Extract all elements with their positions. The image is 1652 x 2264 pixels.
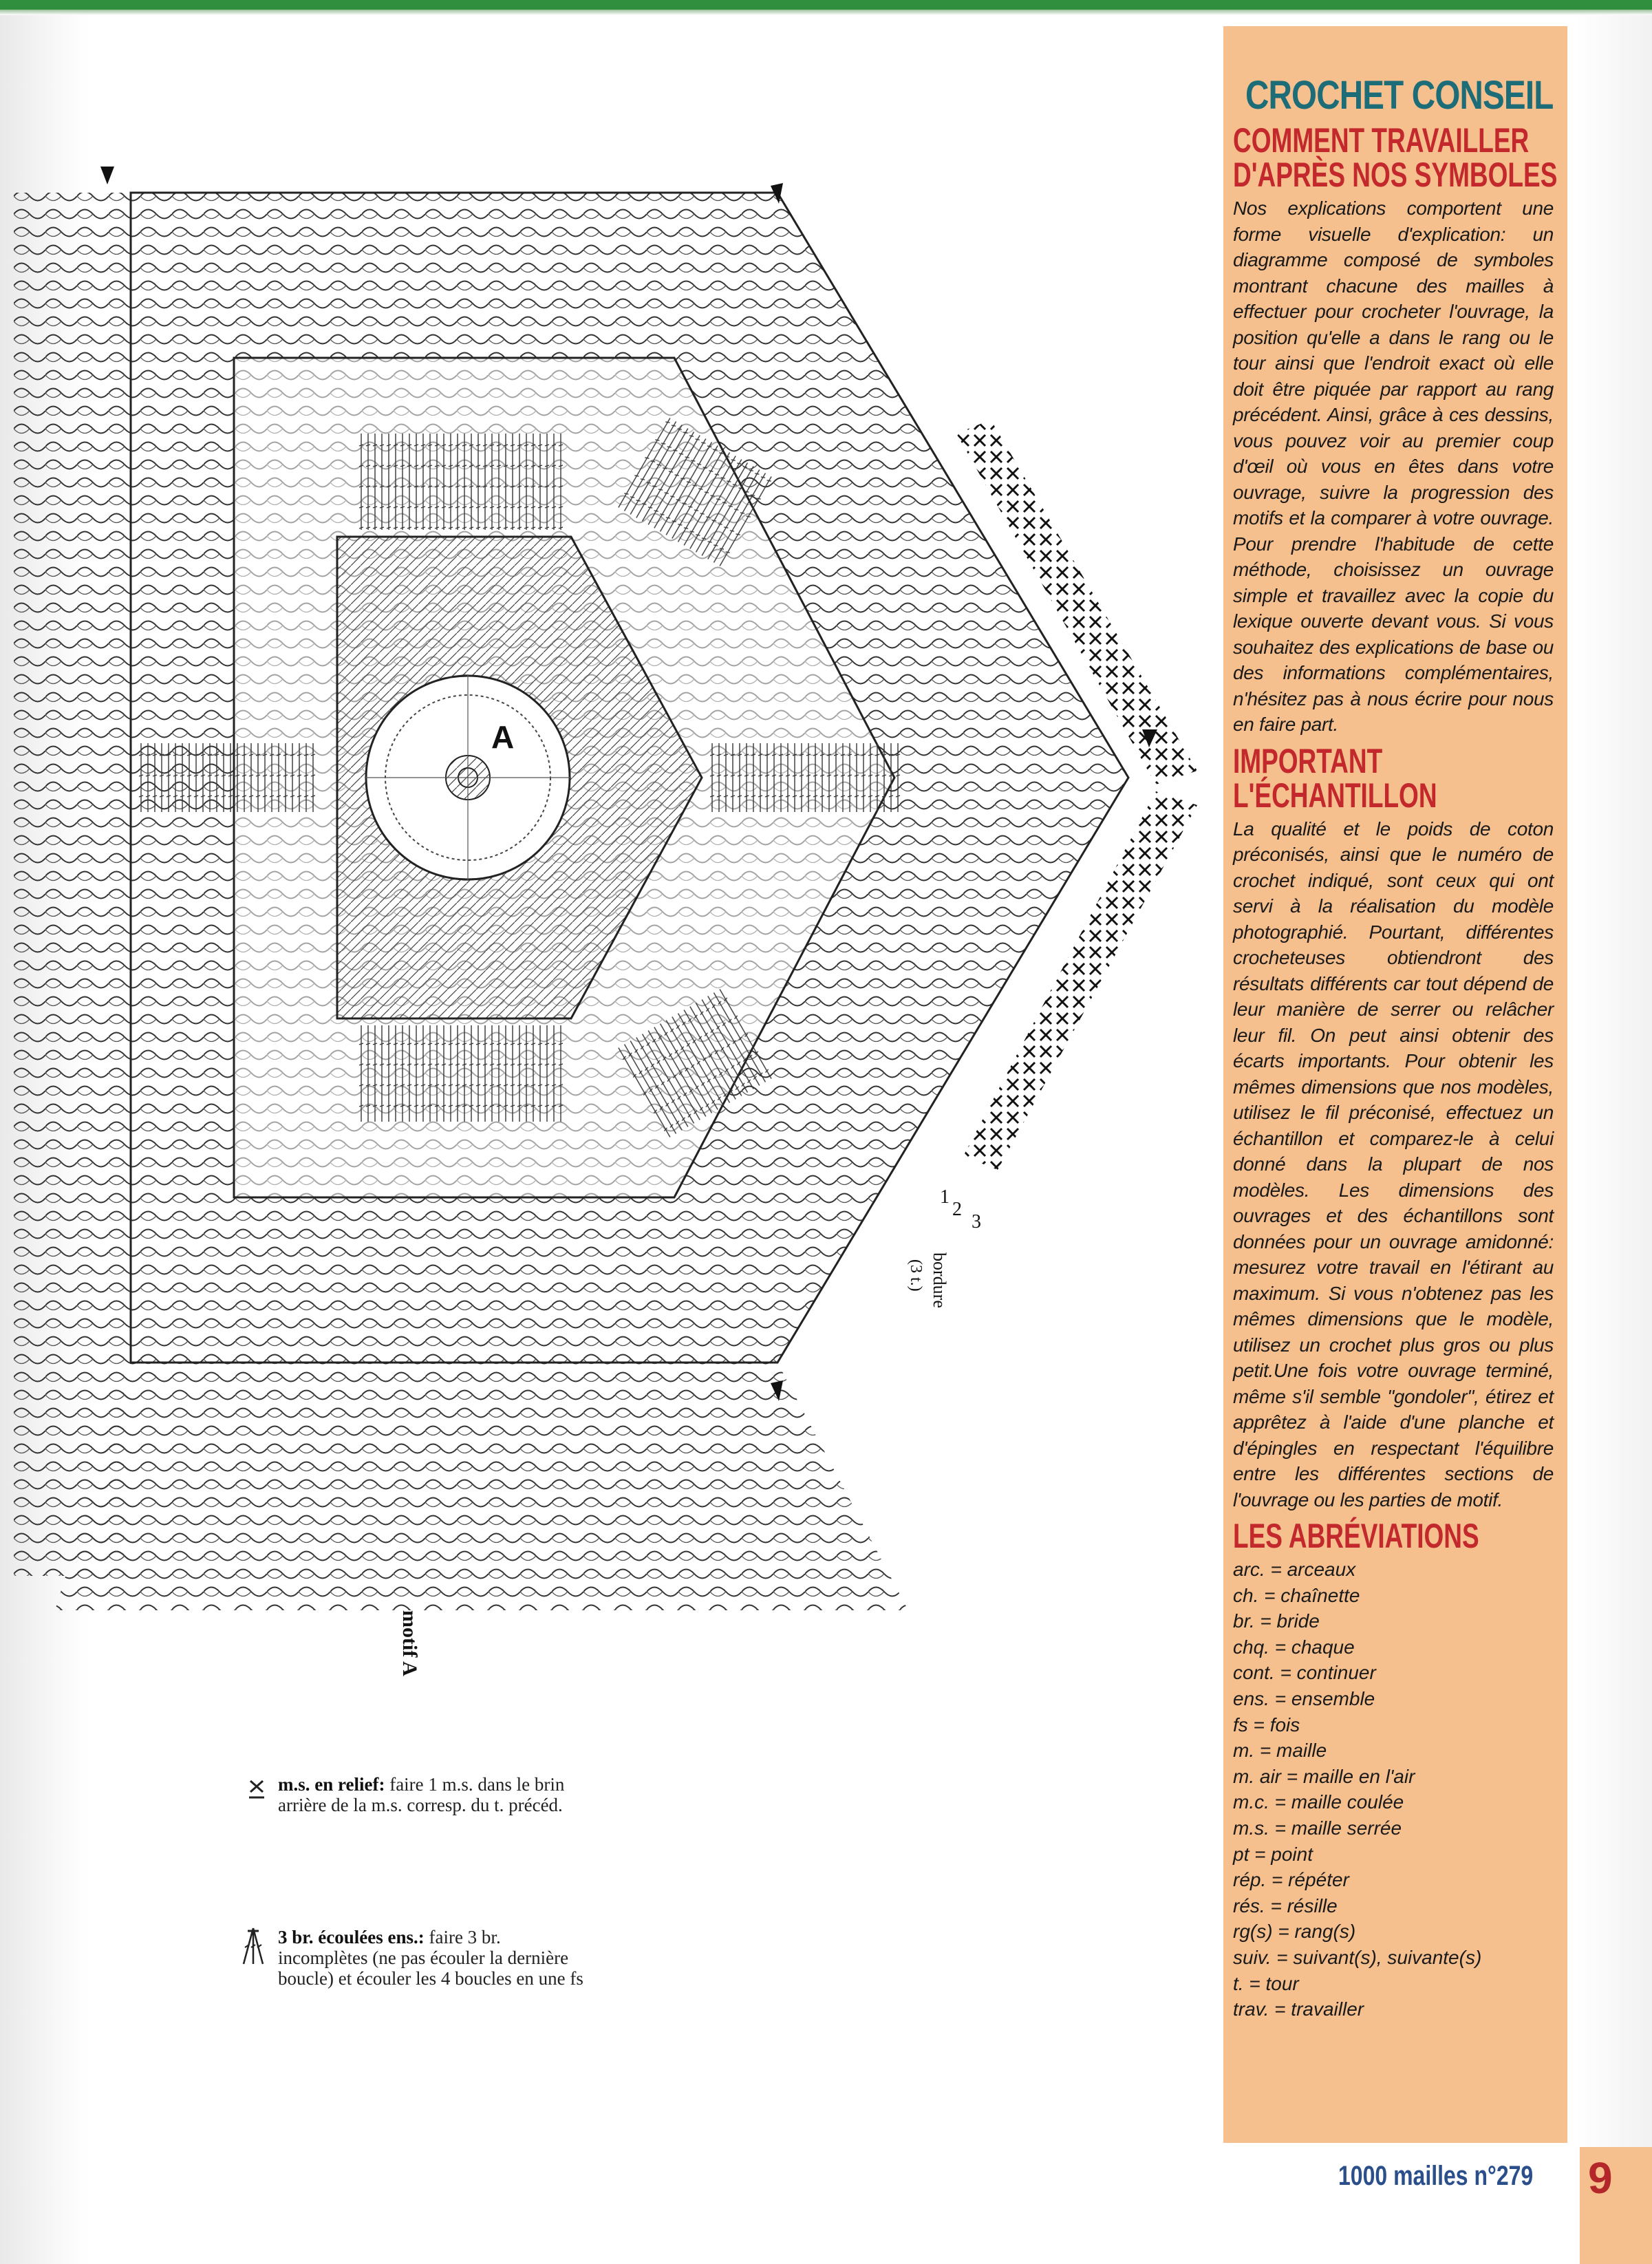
abbreviation-item: pt = point <box>1233 1843 1313 1865</box>
row-number-1: 1 <box>940 1186 950 1208</box>
abbreviation-item: rés. = résille <box>1233 1894 1338 1916</box>
abbreviation-item: trav. = travailler <box>1233 1998 1364 2020</box>
abbreviation-item: suiv. = suivant(s), suivante(s) <box>1233 1946 1482 1968</box>
section2-title-line1: IMPORTANT <box>1233 741 1383 780</box>
three-br-ecoulees-symbol <box>239 1925 267 1967</box>
section1-title-line1: COMMENT TRAVAILLER <box>1233 121 1530 160</box>
abbreviation-item: ens. = ensemble <box>1233 1687 1375 1709</box>
page-right-edge <box>1576 15 1652 2147</box>
abbreviation-item: m. = maille <box>1233 1740 1327 1762</box>
row-number-2: 2 <box>952 1199 962 1220</box>
abbreviation-item: fs = fois <box>1233 1713 1300 1736</box>
sidebar-title: CROCHET CONSEIL <box>1245 73 1554 118</box>
legend-1-text: faire 1 m.s. dans le brin arrière de la m.s. corresp. du t. précéd. <box>278 1774 565 1815</box>
abbreviation-item: br. = bride <box>1233 1610 1320 1632</box>
motif-center <box>365 674 571 881</box>
abbreviation-item: ch. = chaînette <box>1233 1584 1360 1606</box>
abbreviation-item: t. = tour <box>1233 1972 1299 1994</box>
section1-body: Nos explications comportent une forme visuelle d'explication: un diagramme composé de symboles montrant chacune des mailles à effectuer pour crocheter l'ouvrage, la position qu'elle a dans le rang ou le tour ainsi que l'endroit exact où elle doit être piquée par rapport au rang précédent. Ainsi, grâce à ces dessins, vous pouvez voir au premier coup d'œil où vous en êtes dans votre ouvrage, suivre la progression des motifs et la comparer à votre ouvrage. Pour prendre l'habitude de cette méthode, choisissez un ouvrage simple et travaillez avec la copie du lexique ouverte devant vous. Si vous souhaitez des explications de base ou des informations complémentaires, n'hésitez pas à nous écrire pour nous en faire part. <box>1233 197 1554 735</box>
abbreviation-item: m.c. = maille coulée <box>1233 1791 1404 1813</box>
motif-label: motif A <box>398 1610 421 1676</box>
bordure-rounds-label: (3 t.) <box>907 1259 925 1292</box>
section3-title: LES ABRÉVIATIONS <box>1233 1517 1479 1555</box>
page-number: 9 <box>1588 2153 1613 2203</box>
legend-3-br-ecoulees <box>278 1927 594 1989</box>
legend-1-term: m.s. en relief: <box>278 1774 385 1795</box>
abbreviation-item: chq. = chaque <box>1233 1636 1355 1658</box>
abbreviation-item: m.s. = maille serrée <box>1233 1817 1402 1839</box>
bordure-label: bordure <box>930 1252 950 1308</box>
abbreviation-item: arc. = arceaux <box>1233 1559 1356 1580</box>
top-green-band <box>0 0 1652 10</box>
abbreviation-item: rép. = répéter <box>1233 1869 1349 1891</box>
section2-title-line2: L'ÉCHANTILLON <box>1233 776 1437 815</box>
abbreviation-item: rg(s) = rang(s) <box>1233 1921 1356 1943</box>
crochet-conseil-sidebar <box>1223 26 1567 2143</box>
row-number-3: 3 <box>972 1211 981 1232</box>
legend-ms-en-relief <box>278 1774 594 1815</box>
crochet-diagram <box>14 151 1211 1748</box>
top-band-shadow <box>0 10 1652 15</box>
abbreviation-item: m. air = maille en l'air <box>1233 1765 1415 1787</box>
section1-title-line2: D'APRÈS NOS SYMBOLES <box>1233 156 1558 194</box>
legend-2-text: faire 3 br. incomplètes (ne pas écouler la dernière boucle) et écouler les 4 boucles en une fs <box>278 1927 583 1989</box>
abbreviation-item: cont. = continuer <box>1233 1662 1376 1684</box>
abbreviation-list <box>1233 1557 1554 2022</box>
ms-en-relief-symbol <box>248 1777 267 1802</box>
section2-body: La qualité et le poids de coton préconisés, ainsi que le numéro de crochet indiqué, sont ceux qui ont servi à la réalisation du modèle photographié. Pourtant, différentes crocheteuses obtiendront des résultats différents car tout dépend de leur manière de serrer ou relâcher leur fil. On peut ainsi obtenir des écarts importants. Pour obtenir les mêmes dimensions que nos modèles, utilisez le fil préconisé, effectuez un échantillon et comparez-le à celui donné dans la plupart de nos modèles. Les dimensions des ouvrages et des échantillons sont données pour un ouvrage amidonné: mesurez votre travail en l'étirant au maximum. Si vous n'obtenez pas les mêmes dimensions que le modèle, utilisez un crochet plus gros ou plus petit.Une fois votre ouvrage terminé, même s'il semble "gondoler", étirez et apprêtez à l'aide d'une planche et d'épingles en respectant l'équilibre entre les différentes sections de l'ouvrage ou les parties de motif. <box>1233 818 1554 1510</box>
legend-2-term: 3 br. écoulées ens.: <box>278 1927 425 1947</box>
magazine-footer: 1000 mailles n°279 <box>1338 2161 1534 2191</box>
motif-letter: A <box>491 719 515 755</box>
